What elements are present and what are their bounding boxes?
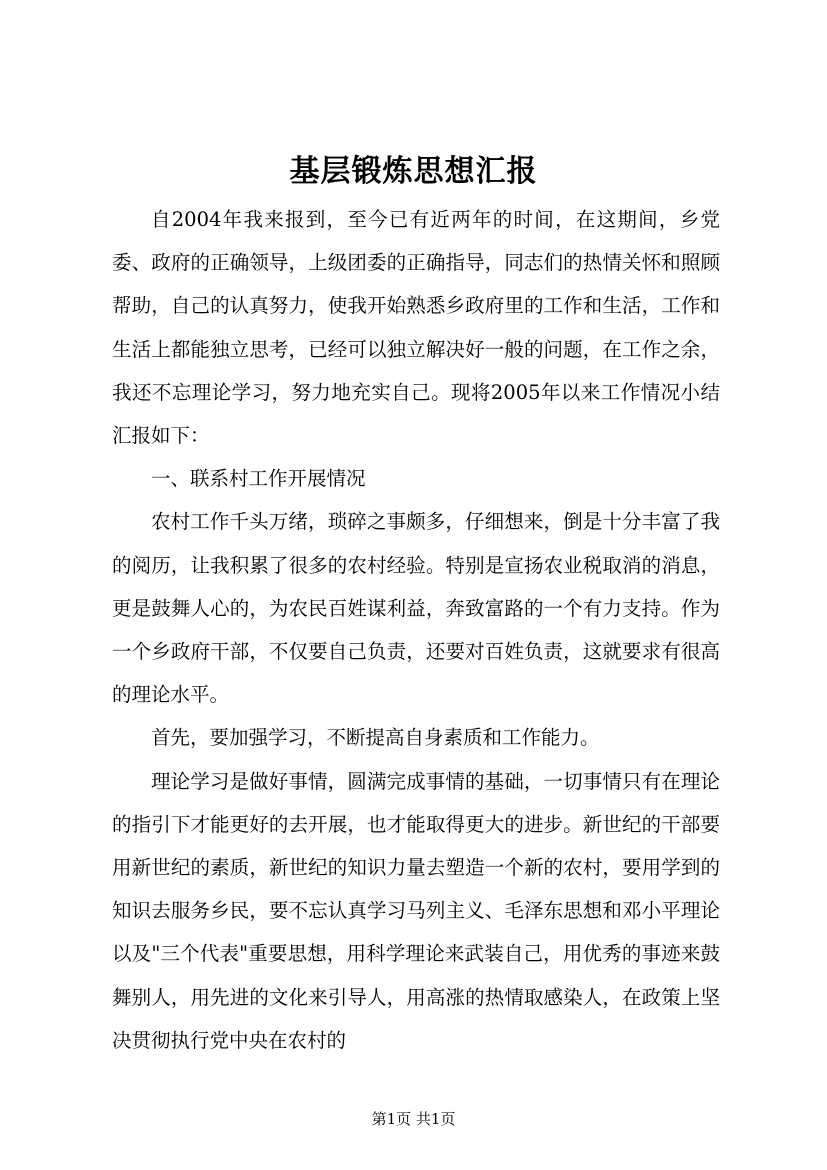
section-heading-1: 一、联系村工作开展情况 <box>151 467 366 491</box>
paragraph-theory-study: 理论学习是做好事情，圆满完成事情的基础，一切事情只有在理论的指引下才能更好的去开展，也才能取得更大的进步。新世纪的干部要用新世纪的素质，新世纪的知识力量去塑造一个新的农村，要用学到的知识去服务乡民，要不忘认真学习马列主义、毛泽东思想和邓小平理论以及"三个代表"重要思想，用科学理论来武装自己，用优秀的事迹来鼓舞别人，用先进的文化来引导人，用高涨的热情取感染人，在政策上坚决贯彻执行党中央在农村的 <box>112 769 720 1052</box>
document-body <box>112 198 720 1062</box>
page-footer: 第1页 共1页 <box>371 1110 456 1128</box>
paragraph-rural-work: 农村工作千头万绪，琐碎之事颇多，仔细想来，倒是十分丰富了我的阅历，让我积累了很多的农村经验。特别是宣扬农业税取消的消息，更是鼓舞人心的，为农民百姓谋利益，奔致富路的一个有力支持。作为一个乡政府干部，不仅要自己负责，还要对百姓负责，这就要求有很高的理论水平。 <box>112 510 720 707</box>
paragraph-first-point: 首先，要加强学习，不断提高自身素质和工作能力。 <box>151 726 600 750</box>
paragraph-intro: 自2004年我来报到，至今已有近两年的时间，在这期间，乡党委、政府的正确领导，上级团委的正确指导，同志们的热情关怀和照顾帮助，自己的认真努力，使我开始熟悉乡政府里的工作和生活，工作和生活上都能独立思考，已经可以独立解决好一般的问题，在工作之余，我还不忘理论学习，努力地充实自己。现将2005年以来工作情况小结汇报如下： <box>112 208 720 448</box>
document-title: 基层锻炼思想汇报 <box>289 154 538 189</box>
